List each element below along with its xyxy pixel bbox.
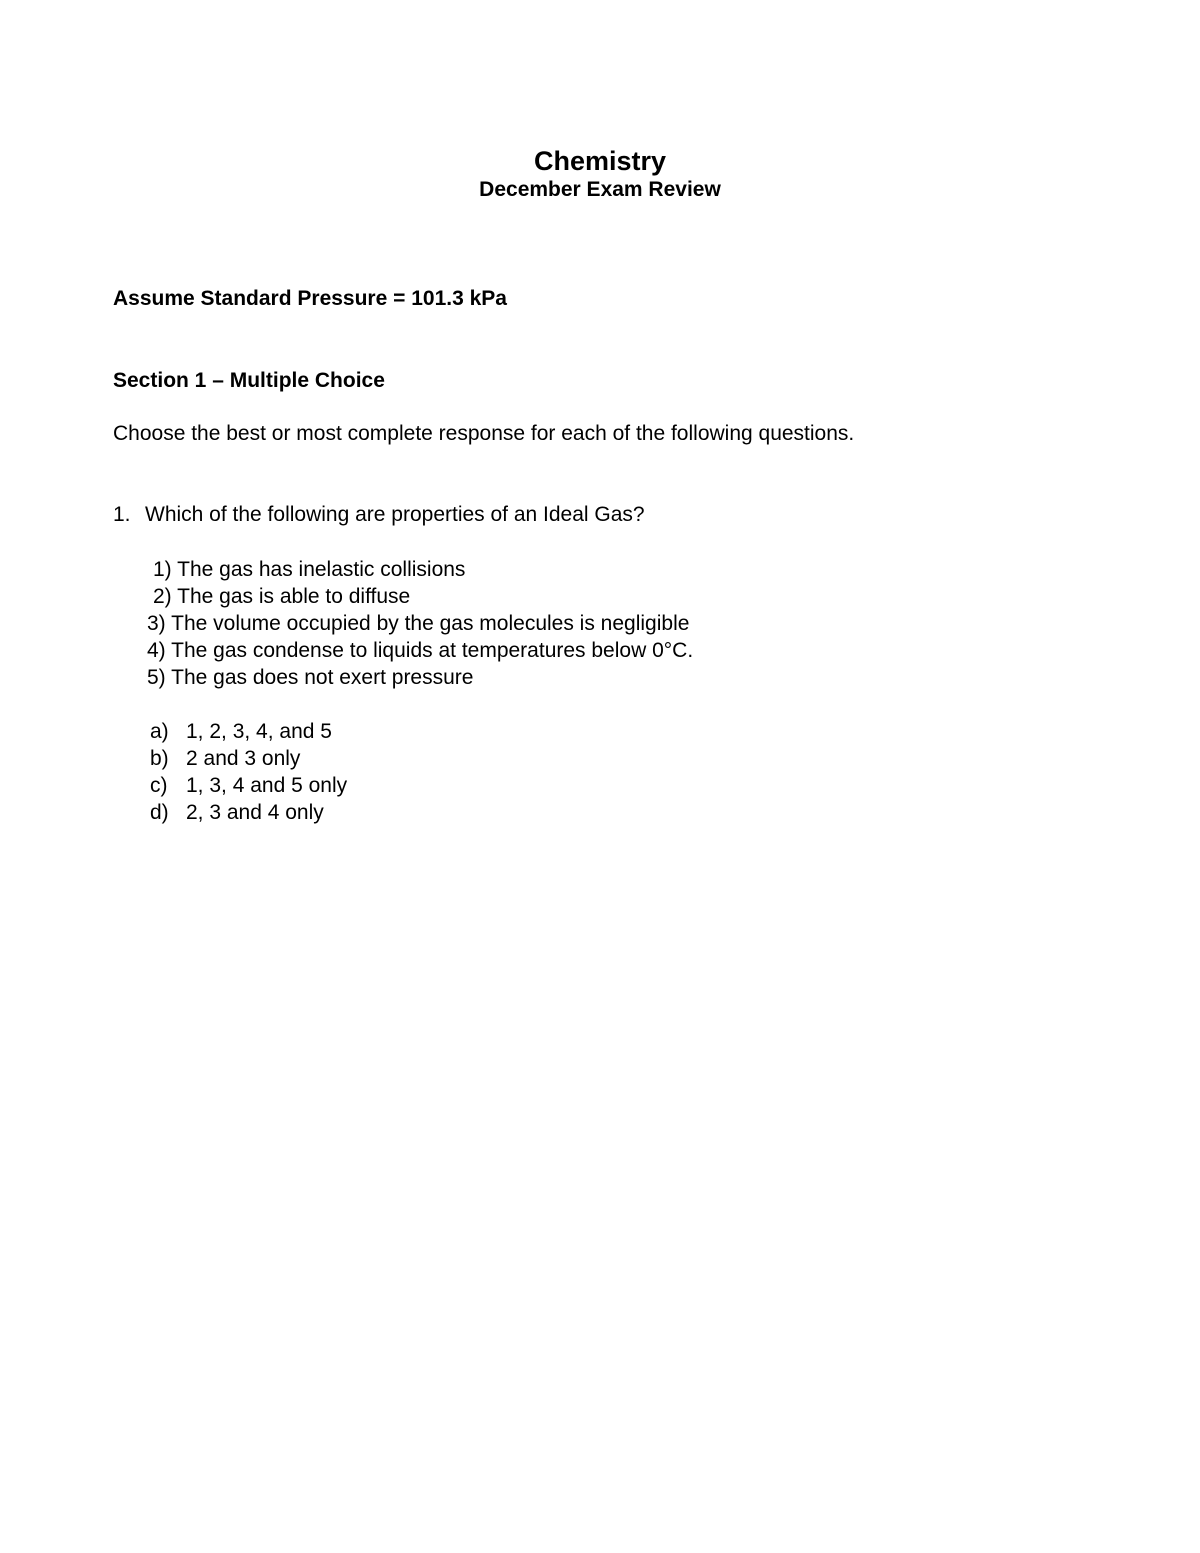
answer-option-d [150,799,347,826]
option-letter: a) [150,720,169,743]
question-1 [113,501,645,529]
statement-item: 3) The volume occupied by the gas molecules is negligible [147,612,690,635]
instructions-text: Choose the best or most complete response for each of the following questions. [113,422,855,445]
statement-item: 5) The gas does not exert pressure [147,666,474,689]
question-1-statements [0,556,693,691]
statement-item: 1) The gas has inelastic collisions [153,558,466,581]
statement-item: 4) The gas condense to liquids at temperatures below 0°C. [147,639,694,662]
option-text: 1, 3, 4 and 5 only [186,774,348,797]
option-text: 2 and 3 only [186,747,301,770]
answer-option-a [150,718,347,745]
standard-pressure-note: Assume Standard Pressure = 101.3 kPa [113,287,507,310]
question-1-options [150,718,347,826]
answer-option-b [150,745,347,772]
section-heading: Section 1 – Multiple Choice [113,369,385,392]
option-text: 1, 2, 3, 4, and 5 [186,720,332,743]
statement-item: 2) The gas is able to diffuse [153,585,411,608]
question-number: 1. [113,503,131,526]
option-text: 2, 3 and 4 only [186,801,324,824]
option-letter: c) [150,774,168,797]
option-letter: b) [150,747,169,770]
page-subtitle: December Exam Review [479,178,721,201]
option-letter: d) [150,801,169,824]
page-title: Chemistry [533,146,667,176]
question-text: Which of the following are properties of an Ideal Gas? [145,503,645,526]
answer-option-c [150,772,347,799]
